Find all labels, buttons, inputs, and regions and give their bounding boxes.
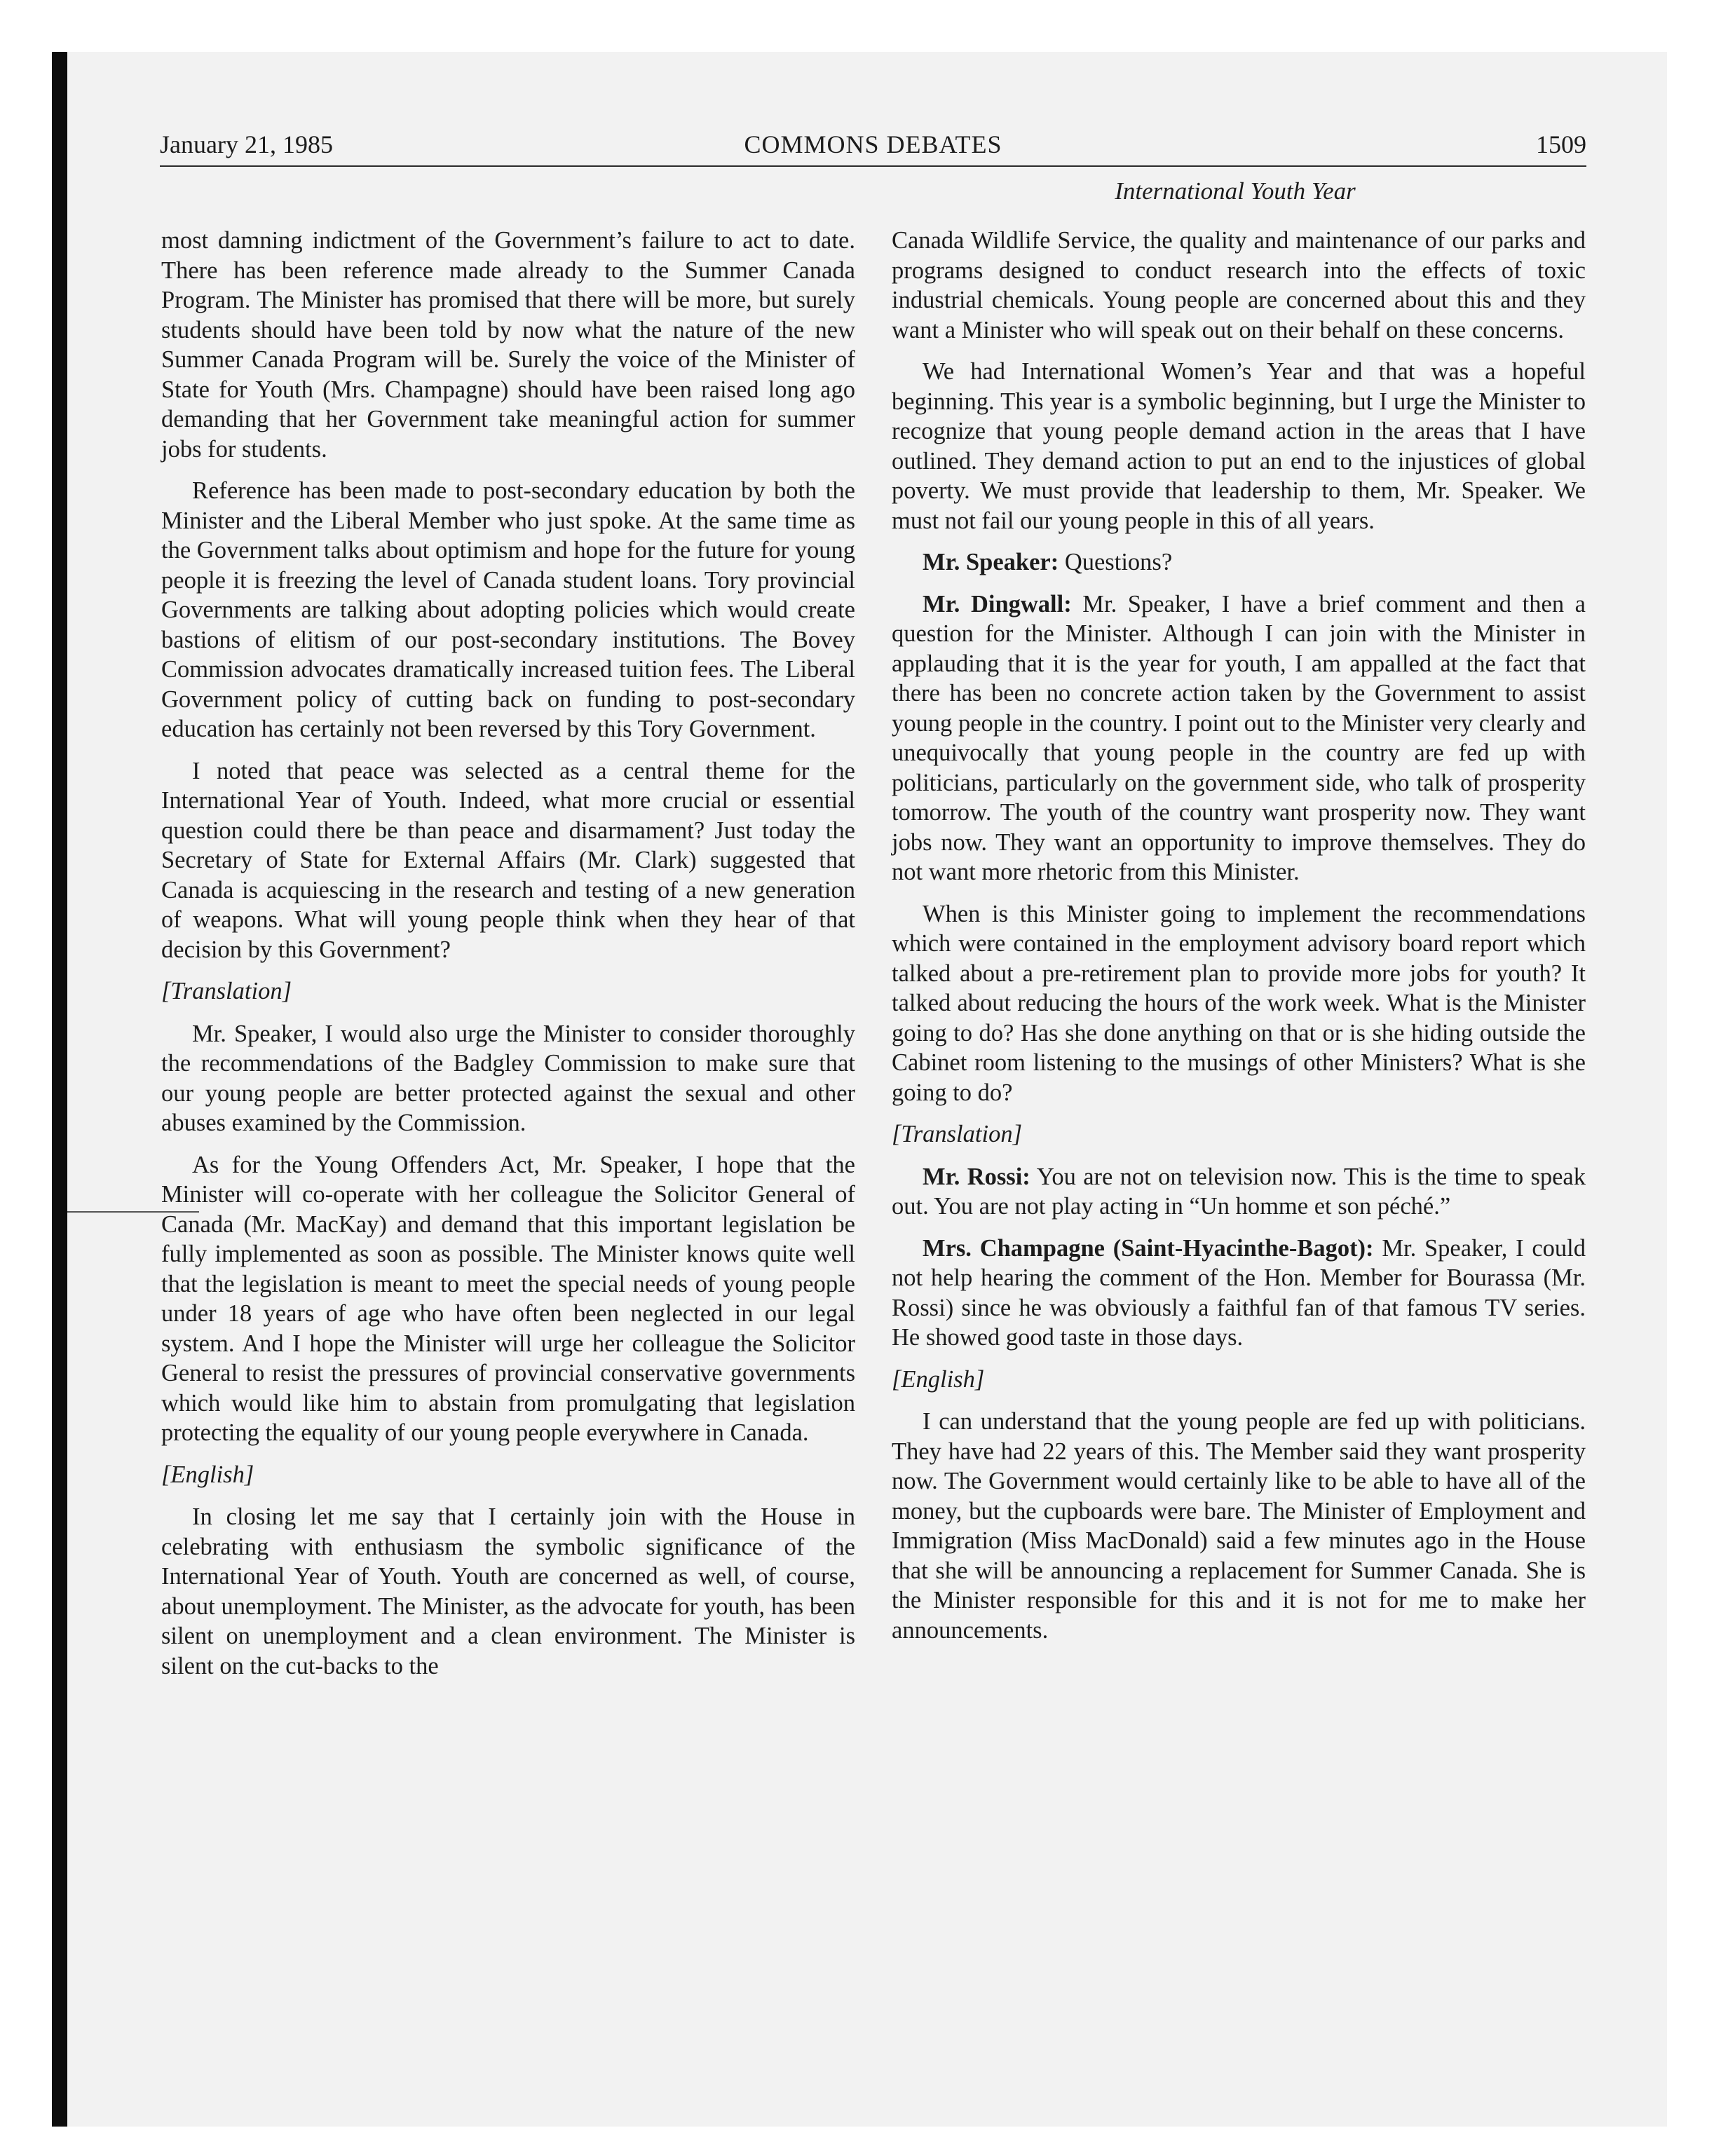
paragraph: Reference has been made to post-secondary education by both the Minister and the Liberal Member who just spoke. At the same time as the Government talks about optimism and hope for the future for young people it is freezing the level of Canada student loans. Tory provincial Governments are talking about adopting policies which would create bastions of elitism of our post-secondary institutions. The Bovey Commission advocates dramatically increased tuition fees. The Liberal Government policy of cutting back on funding to post-secondary education has certainly not been reversed by this Tory Government. xyxy=(161,477,855,742)
speech-text: Mr. Speaker, I could not help hearing the comment of the Hon. Member for Bourassa (Mr. Rossi) since he was obviously a faithful fan of that famous TV series. He showed good taste in those days. xyxy=(892,1234,1586,1351)
paragraph: Canada Wildlife Service, the quality and maintenance of our parks and programs designed to conduct research into the effects of toxic industrial chemicals. Young people are concerned about this and they want a Minister who will speak out on their behalf on these concerns. xyxy=(892,227,1586,343)
header-date: January 21, 1985 xyxy=(160,130,333,158)
speaker-name: Mr. Dingwall: xyxy=(923,590,1072,618)
language-label: [Translation] xyxy=(161,978,292,1004)
speech-paragraph xyxy=(892,1162,1586,1222)
left-column xyxy=(161,226,855,1693)
header-title: COMMONS DEBATES xyxy=(744,130,1002,158)
paragraph: In closing let me say that I certainly join with the House in celebrating with enthusiasm the symbolic significance of the International Year of Youth. Youth are concerned as well, of course, about unemployment. The Minister, as the advocate for youth, has been silent on unemployment and a clean environment. The Minister is silent on the cut-backs to the xyxy=(161,1503,855,1679)
speech-text: Questions? xyxy=(1059,549,1173,575)
speech-text: Mr. Speaker, I have a brief comment and then a question for the Minister. Although I can join with the Minister in applauding that it is the year for youth, I am appalled at the fact that there has been no concrete action taken by the Government to assist young people in the country. I point out to the Minister very clearly and unequivocally that young people in the country are fed up with politicians, particularly on the government side, who talk of prosperity tomorrow. The youth of the country want prosperity now. They want jobs now. They want an opportunity to improve themselves. They do not want more rhetoric from this Minister. xyxy=(892,590,1586,885)
paragraph: When is this Minister going to implement the recommendations which were contained in the employment advisory board report which talked about a pre-retirement plan to provide more jobs for youth? It talked about reducing the hours of the work week. What is the Minister going to do? Has she done anything on that or is she hiding outside the Cabinet room listening to the musings of other Ministers? What is she going to do? xyxy=(892,900,1586,1106)
scan-edge xyxy=(52,52,67,2127)
speaker-name: Mrs. Champagne (Saint-Hyacinthe-Bagot): xyxy=(923,1234,1374,1262)
paragraph: We had International Women’s Year and that was a hopeful beginning. This year is a symbolic beginning, but I urge the Minister to recognize that young people demand action in the areas that I have outlined. They demand action to put an end to the injustices of global poverty. We must provide that leadership to them, Mr. Speaker. We must not fail our young people in this of all years. xyxy=(892,358,1586,534)
speaker-name: Mr. Rossi: xyxy=(923,1163,1030,1190)
speech-text: You are not on television now. This is the time to speak out. You are not play acting in “Un homme et son péché.” xyxy=(892,1163,1586,1220)
paragraph: I noted that peace was selected as a central theme for the International Year of Youth. Indeed, what more crucial or essential question could there be than peace and disarmament? Just today the Secretary of State for External Affairs (Mr. Clark) suggested that Canada is acquiescing in the research and testing of a new generation of weapons. What will young people think when they hear of that decision by this Government? xyxy=(161,757,855,963)
page-header xyxy=(160,123,1586,167)
paragraph: As for the Young Offenders Act, Mr. Speaker, I hope that the Minister will co-operate with her colleague the Solicitor General of Canada (Mr. MacKay) and demand that this important legislation be fully implemented as soon as possible. The Minister knows quite well that the legislation is meant to meet the special needs of young people under 18 years of age who have often been neglected in our legal system. And I hope the Minister will urge her colleague the Solicitor General to resist the pressures of provincial conservative governments which would like him to abstain from promulgating that legislation protecting the equality of our young people everywhere in Canada. xyxy=(161,1151,855,1446)
language-label: [Translation] xyxy=(892,1121,1022,1147)
language-label: [English] xyxy=(161,1461,254,1488)
speech-paragraph xyxy=(892,547,1586,578)
language-label: [English] xyxy=(892,1365,985,1393)
speaker-name: Mr. Speaker: xyxy=(923,549,1059,575)
speech-paragraph xyxy=(892,589,1586,887)
section-subheader: International Youth Year xyxy=(1115,177,1356,205)
paragraph: I can understand that the young people are fed up with politicians. They have had 22 years of this. The Member said they want prosperity now. The Government would certainly like to be able to have all of the money, but the cupboards were bare. The Minister of Employment and Immigration (Miss MacDonald) said a few minutes ago in the House that she will be announcing a replacement for Summer Canada. She is the Minister responsible for this and it is not for me to make her announcements. xyxy=(892,1408,1586,1644)
right-column xyxy=(892,226,1586,1657)
speech-paragraph xyxy=(892,1234,1586,1353)
paragraph: Mr. Speaker, I would also urge the Minister to consider thoroughly the recommendations of the Badgley Commission to make sure that our young people are better protected against the sexual and other abuses examined by the Commission. xyxy=(161,1020,855,1136)
page-number: 1509 xyxy=(1536,130,1586,158)
paragraph: most damning indictment of the Government’s failure to act to date. There has been reference made already to the Summer Canada Program. The Minister has promised that there will be more, but surely students should have been told by now what the nature of the new Summer Canada Program will be. Surely the voice of the Minister of State for Youth (Mrs. Champagne) should have been raised long ago demanding that her Government take meaningful action for summer jobs for students. xyxy=(161,227,855,463)
